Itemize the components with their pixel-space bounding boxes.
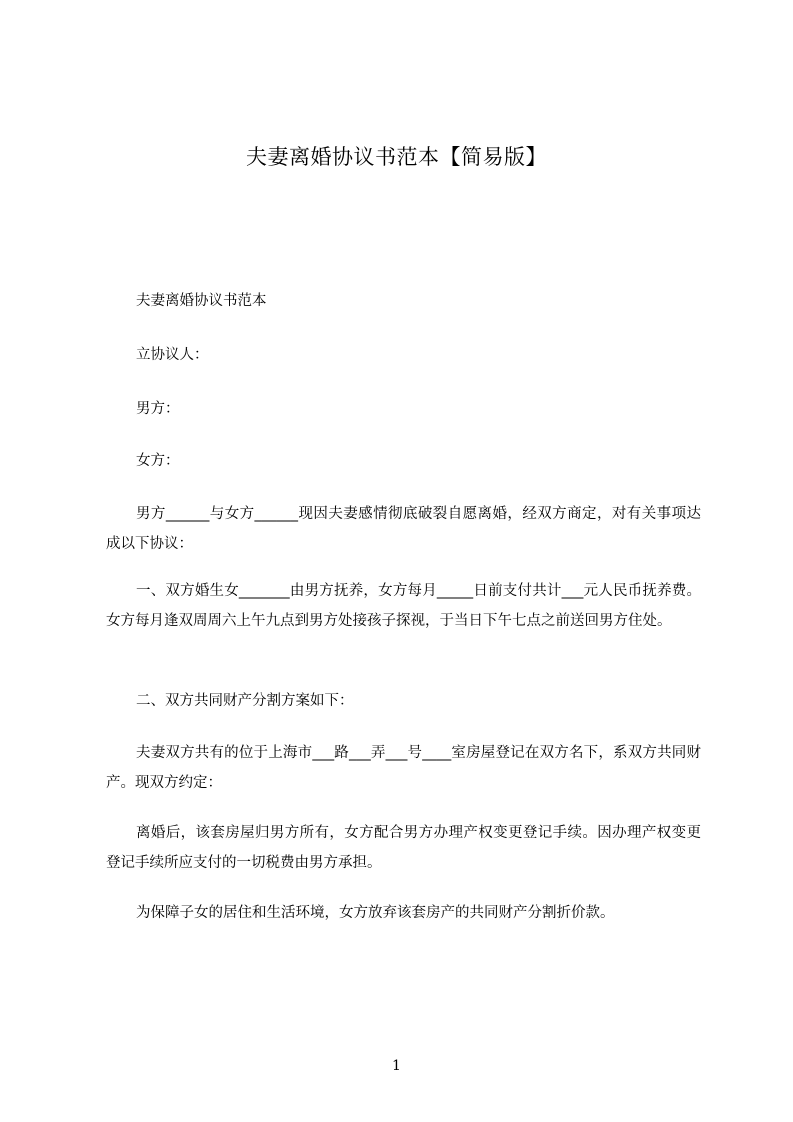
paragraph-clause-two: 二、双方共同财产分割方案如下： [136, 693, 354, 709]
paragraph-parties-label: 立协议人： [136, 347, 209, 363]
page-number: 1 [392, 1058, 401, 1074]
document-title: 夫妻离婚协议书范本【简易版】 [246, 145, 547, 169]
paragraph-heading: 夫妻离婚协议书范本 [136, 293, 267, 309]
paragraph-female-party: 女方： [136, 453, 180, 469]
paragraph-child-housing: 为保障子女的居住和生活环境，女方放弃该套房产的共同财产分割折价款。 [136, 905, 615, 921]
paragraph-clause-one: 一、双方婚生女_______由男方抚养，女方每月_____日前支付共计___元人民币抚养费。女方每月逢双周周六上午九点到男方处接孩子探视，于当日下午七点之前送回男方住处。 [106, 583, 701, 629]
paragraph-property-description: 夫妻双方共有的位于上海市___路___弄___号____室房屋登记在双方名下，系双方共同财产。现双方约定： [106, 745, 701, 791]
paragraph-agreement-intro: 男方______与女方______现因夫妻感情彻底破裂自愿离婚，经双方商定，对有关事项达成以下协议： [106, 506, 701, 552]
paragraph-property-arrangement: 离婚后，该套房屋归男方所有，女方配合男方办理产权变更登记手续。因办理产权变更登记手续所应支付的一切税费由男方承担。 [106, 825, 701, 871]
paragraph-male-party: 男方： [136, 401, 180, 417]
